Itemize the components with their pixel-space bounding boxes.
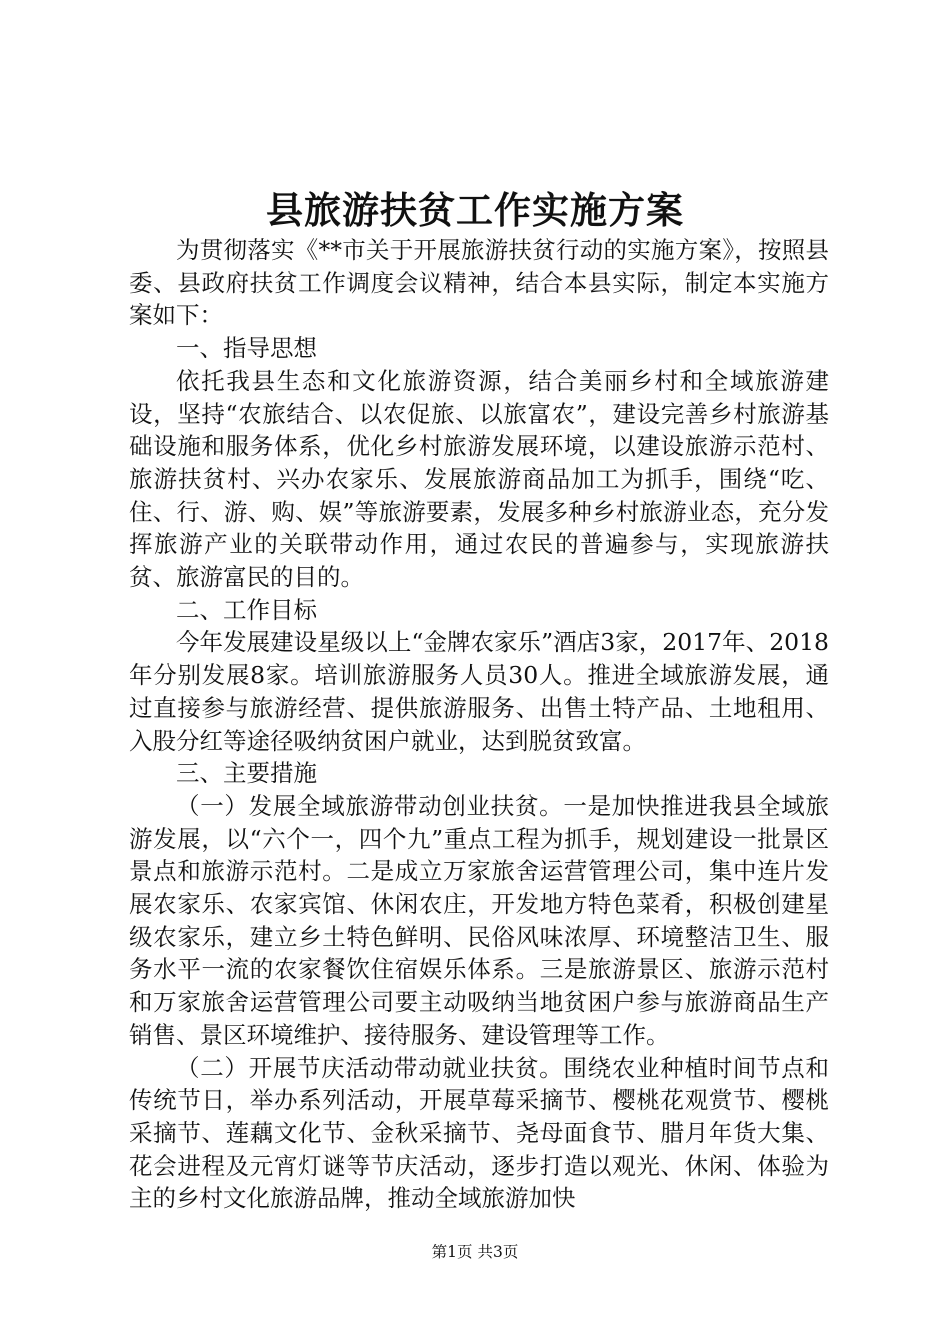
document-title: 县旅游扶贫工作实施方案 — [266, 188, 684, 232]
document-body — [129, 234, 829, 1215]
measure-two-paragraph: （二）开展节庆活动带动就业扶贫。围绕农业种植时间节点和传统节日，举办系列活动，开展草莓采摘节、樱桃花观赏节、樱桃采摘节、莲藕文化节、金秋采摘节、尧母面食节、腊月年货大集、花会进程及元宵灯谜等节庆活动，逐步打造以观光、休闲、体验为主的乡村文化旅游品牌，推动全域旅游加快 — [129, 1053, 829, 1213]
section-heading-work-goals: 二、工作目标 — [176, 595, 317, 624]
measure-one-paragraph: （一）发展全域旅游带动创业扶贫。一是加快推进我县全域旅游发展，以“六个一，四个九”重点工程为抓手，规划建设一批景区景点和旅游示范村。二是成立万家旅舍运营管理公司，集中连片发展农家乐、农家宾馆、休闲农庄，开发地方特色菜肴，积极创建星级农家乐，建立乡土特色鲜明、民俗风味浓厚、环境整洁卫生、服务水平一流的农家餐饮住宿娱乐体系。三是旅游景区、旅游示范村和万家旅舍运营管理公司要主动吸纳当地贫困户参与旅游商品生产销售、景区环境维护、接待服务、建设管理等工作。 — [129, 791, 829, 1049]
section-heading-main-measures: 三、主要措施 — [176, 759, 317, 788]
section-heading-guiding-thought: 一、指导思想 — [176, 334, 317, 363]
intro-paragraph: 为贯彻落实《**市关于开展旅游扶贫行动的实施方案》，按照县委、县政府扶贫工作调度会议精神，结合本县实际，制定本实施方案如下： — [129, 236, 829, 330]
guiding-thought-paragraph: 依托我县生态和文化旅游资源，结合美丽乡村和全域旅游建设，坚持“农旅结合、以农促旅、以旅富农”，建设完善乡村旅游基础设施和服务体系，优化乡村旅游发展环境，以建设旅游示范村、旅游扶贫村、兴办农家乐、发展旅游商品加工为抓手，围绕“吃、住、行、游、购、娱”等旅游要素，发展多种乡村旅游业态，充分发挥旅游产业的关联带动作用，通过农民的普遍参与，实现旅游扶贫、旅游富民的目的。 — [129, 366, 829, 592]
work-goals-paragraph: 今年发展建设星级以上“金牌农家乐”酒店3家，2017年、2018年分别发展8家。培训旅游服务人员30人。推进全域旅游发展，通过直接参与旅游经营、提供旅游服务、出售土特产品、土地租用、入股分红等途径吸纳贫困户就业，达到脱贫致富。 — [129, 628, 829, 755]
page-number-footer: 第1页 共3页 — [431, 1243, 519, 1261]
